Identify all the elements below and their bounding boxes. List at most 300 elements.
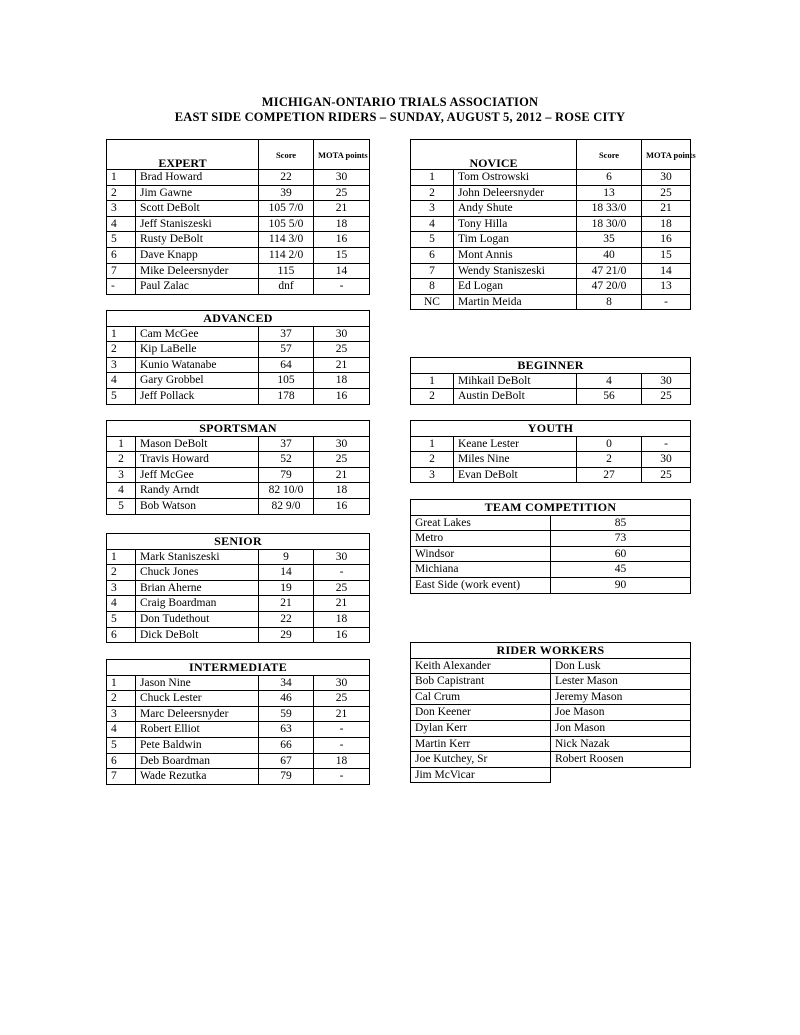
table-cell: Kip LaBelle (136, 342, 259, 358)
table-cell: 18 (314, 611, 370, 627)
table-cell: 29 (259, 627, 314, 643)
table-cell: 25 (642, 467, 691, 483)
beginner-rows (411, 373, 691, 404)
table-row (411, 515, 691, 531)
score-header: Score (577, 140, 642, 170)
table-cell: 2 (107, 565, 136, 581)
table-row (411, 263, 691, 279)
table-cell: 57 (259, 342, 314, 358)
table-cell: 22 (259, 611, 314, 627)
table-cell: 79 (259, 467, 314, 483)
table-row (411, 389, 691, 405)
document-title: MICHIGAN-ONTARIO TRIALS ASSOCIATION (261, 95, 539, 109)
table-cell: Don Tudethout (136, 611, 259, 627)
novice-table (410, 139, 696, 310)
table-row (107, 627, 370, 643)
table-cell: 18 (314, 216, 370, 232)
table-cell: Robert Roosen (551, 752, 691, 768)
table-cell: - (314, 565, 370, 581)
table-row (107, 373, 370, 389)
table-cell: 25 (642, 185, 691, 201)
sportsman-rows (107, 436, 370, 514)
table-cell: 45 (551, 562, 691, 578)
table-cell: 2 (107, 185, 136, 201)
table-row (411, 562, 691, 578)
table-cell: 0 (577, 436, 642, 452)
table-cell: 85 (551, 515, 691, 531)
table-cell: Keith Alexander (411, 658, 551, 674)
table-cell: 59 (259, 706, 314, 722)
table-cell: 82 9/0 (259, 498, 314, 514)
table-cell: 56 (577, 389, 642, 405)
table-cell: Martin Meida (454, 294, 577, 310)
table-cell: Tom Ostrowski (454, 170, 577, 186)
table-row (107, 342, 370, 358)
table-cell: 13 (642, 279, 691, 295)
table-cell: Tony Hilla (454, 216, 577, 232)
table-cell: 21 (314, 467, 370, 483)
table-cell: 7 (411, 263, 454, 279)
table-cell: 1 (107, 549, 136, 565)
table-row (411, 232, 691, 248)
table-row (411, 546, 691, 562)
table-row (107, 691, 370, 707)
table-cell: 14 (314, 263, 370, 279)
rider-workers-heading: RIDER WORKERS (411, 643, 691, 659)
table-cell: 5 (411, 232, 454, 248)
table-row (107, 326, 370, 342)
table-cell: 21 (642, 201, 691, 217)
advanced-rows (107, 326, 370, 404)
table-cell: 105 7/0 (259, 201, 314, 217)
table-cell: Rusty DeBolt (136, 232, 259, 248)
table-cell: 5 (107, 388, 136, 404)
table-cell: Wade Rezutka (136, 769, 259, 785)
table-cell: 25 (314, 580, 370, 596)
table-cell: 21 (314, 706, 370, 722)
table-cell: Bob Capistrant (411, 674, 551, 690)
table-cell: 2 (577, 452, 642, 468)
advanced-table (106, 310, 370, 405)
table-cell: Chuck Jones (136, 565, 259, 581)
table-row (107, 675, 370, 691)
table-cell: 35 (577, 232, 642, 248)
table-cell: Great Lakes (411, 515, 551, 531)
table-row (107, 170, 370, 186)
beginner-table (410, 357, 691, 405)
table-row (411, 201, 691, 217)
table-cell: 3 (411, 467, 454, 483)
table-row (107, 753, 370, 769)
table-cell: 22 (259, 170, 314, 186)
table-cell: Jeff McGee (136, 467, 259, 483)
table-cell: Craig Boardman (136, 596, 259, 612)
table-cell: 1 (411, 170, 454, 186)
table-cell: - (642, 294, 691, 310)
table-row (107, 357, 370, 373)
table-cell: 67 (259, 753, 314, 769)
table-cell: Pete Baldwin (136, 737, 259, 753)
table-cell: 40 (577, 247, 642, 263)
table-cell: 82 10/0 (259, 483, 314, 499)
table-cell: 25 (642, 389, 691, 405)
table-row (107, 452, 370, 468)
table-row (107, 201, 370, 217)
table-cell: 1 (411, 373, 454, 389)
table-cell: dnf (259, 279, 314, 295)
expert-rows (107, 170, 370, 295)
youth-rows (411, 436, 691, 483)
table-cell: 30 (642, 452, 691, 468)
mota-points-header: MOTA points (642, 140, 691, 170)
table-cell: 60 (551, 546, 691, 562)
table-cell: Jon Mason (551, 720, 691, 736)
table-row (411, 736, 691, 752)
table-cell: 15 (642, 247, 691, 263)
table-cell: Jim McVicar (411, 767, 551, 783)
table-row (107, 498, 370, 514)
table-cell: 1 (107, 326, 136, 342)
table-cell: Randy Arndt (136, 483, 259, 499)
table-cell: 4 (107, 216, 136, 232)
table-cell: Mont Annis (454, 247, 577, 263)
table-cell: 2 (411, 389, 454, 405)
table-cell: - (314, 737, 370, 753)
table-row (411, 185, 691, 201)
table-cell: Mihkail DeBolt (454, 373, 577, 389)
novice-rows (411, 170, 691, 310)
table-cell: Jeff Staniszeski (136, 216, 259, 232)
table-cell: 34 (259, 675, 314, 691)
table-cell: 47 21/0 (577, 263, 642, 279)
table-row (107, 185, 370, 201)
table-cell: 3 (107, 580, 136, 596)
table-cell: - (314, 279, 370, 295)
table-cell: 16 (314, 388, 370, 404)
table-row (107, 232, 370, 248)
table-cell: Joe Kutchey, Sr (411, 752, 551, 768)
youth-table (410, 420, 691, 483)
table-cell: 4 (107, 596, 136, 612)
table-row (107, 565, 370, 581)
table-cell: 52 (259, 452, 314, 468)
table-cell: Andy Shute (454, 201, 577, 217)
table-cell: 27 (577, 467, 642, 483)
table-row (107, 436, 370, 452)
youth-heading: YOUTH (411, 421, 691, 437)
table-cell: Don Lusk (551, 658, 691, 674)
table-row (107, 549, 370, 565)
table-cell: 114 3/0 (259, 232, 314, 248)
table-row (107, 467, 370, 483)
senior-table (106, 533, 370, 643)
table-row (411, 720, 691, 736)
table-cell: 30 (642, 373, 691, 389)
table-row (411, 467, 691, 483)
table-row (411, 170, 691, 186)
table-cell: 105 5/0 (259, 216, 314, 232)
table-cell: 6 (107, 627, 136, 643)
table-cell: 21 (314, 596, 370, 612)
table-cell: 4 (577, 373, 642, 389)
table-cell: Marc Deleersnyder (136, 706, 259, 722)
workers-rows (411, 658, 691, 783)
table-cell: - (107, 279, 136, 295)
table-row (411, 767, 691, 783)
table-cell: Martin Kerr (411, 736, 551, 752)
advanced-heading: ADVANCED (107, 311, 370, 327)
senior-heading: SENIOR (107, 534, 370, 550)
table-cell: Lester Mason (551, 674, 691, 690)
table-cell: 16 (642, 232, 691, 248)
table-cell: Jason Nine (136, 675, 259, 691)
table-cell: 5 (107, 232, 136, 248)
table-row (411, 689, 691, 705)
table-cell: 105 (259, 373, 314, 389)
table-cell: 21 (314, 357, 370, 373)
document-subtitle: EAST SIDE COMPETION RIDERS – SUNDAY, AUGUST 5, 2012 – ROSE CITY (174, 110, 626, 124)
table-cell: 39 (259, 185, 314, 201)
table-cell: Bob Watson (136, 498, 259, 514)
table-cell: 3 (411, 201, 454, 217)
table-row (411, 531, 691, 547)
table-cell: 115 (259, 263, 314, 279)
table-cell: 4 (107, 373, 136, 389)
table-cell: Don Keener (411, 705, 551, 721)
table-row (411, 674, 691, 690)
table-cell: 37 (259, 326, 314, 342)
table-row (411, 294, 691, 310)
table-cell: Cal Crum (411, 689, 551, 705)
table-cell: East Side (work event) (411, 577, 551, 593)
table-cell: 2 (411, 185, 454, 201)
intermediate-heading: INTERMEDIATE (107, 660, 370, 676)
sportsman-table (106, 420, 370, 515)
table-cell (551, 767, 691, 783)
table-cell: Scott DeBolt (136, 201, 259, 217)
table-row (107, 737, 370, 753)
table-cell: Joe Mason (551, 705, 691, 721)
table-cell: 30 (314, 170, 370, 186)
table-cell: 3 (107, 201, 136, 217)
table-cell: 63 (259, 722, 314, 738)
table-row (107, 596, 370, 612)
table-cell: Brad Howard (136, 170, 259, 186)
table-cell: Chuck Lester (136, 691, 259, 707)
table-cell: 8 (411, 279, 454, 295)
table-cell: Deb Boardman (136, 753, 259, 769)
table-cell: Robert Elliot (136, 722, 259, 738)
table-cell: Mike Deleersnyder (136, 263, 259, 279)
table-cell: 18 (314, 373, 370, 389)
table-row (411, 577, 691, 593)
table-cell: 2 (107, 342, 136, 358)
table-cell: 66 (259, 737, 314, 753)
table-cell: - (314, 769, 370, 785)
table-cell: 14 (642, 263, 691, 279)
table-cell: 6 (411, 247, 454, 263)
table-cell: 7 (107, 769, 136, 785)
table-row (411, 752, 691, 768)
table-cell: Miles Nine (454, 452, 577, 468)
table-row (107, 216, 370, 232)
table-cell: 6 (107, 753, 136, 769)
table-cell: 18 (314, 483, 370, 499)
table-cell: 2 (411, 452, 454, 468)
table-cell: Nick Nazak (551, 736, 691, 752)
table-cell: 1 (107, 436, 136, 452)
table-cell: 16 (314, 498, 370, 514)
rider-workers-table (410, 642, 691, 783)
beginner-heading: BEGINNER (411, 358, 691, 374)
sportsman-heading: SPORTSMAN (107, 421, 370, 437)
table-cell: 64 (259, 357, 314, 373)
intermediate-table (106, 659, 370, 785)
table-cell: 5 (107, 737, 136, 753)
senior-rows (107, 549, 370, 643)
intermediate-rows (107, 675, 370, 784)
table-cell: 19 (259, 580, 314, 596)
table-cell: 114 2/0 (259, 247, 314, 263)
table-cell: 21 (314, 201, 370, 217)
table-row (107, 388, 370, 404)
mota-points-header: MOTA points (314, 140, 370, 170)
table-cell: Tim Logan (454, 232, 577, 248)
table-cell: Jim Gawne (136, 185, 259, 201)
table-cell: 178 (259, 388, 314, 404)
table-cell: 6 (107, 247, 136, 263)
table-cell: 4 (107, 483, 136, 499)
table-cell: 8 (577, 294, 642, 310)
team-rows (411, 515, 691, 593)
table-row (107, 769, 370, 785)
table-row (411, 247, 691, 263)
table-cell: Cam McGee (136, 326, 259, 342)
table-row (411, 279, 691, 295)
expert-table (106, 139, 370, 295)
table-cell: 16 (314, 627, 370, 643)
table-cell: Kunio Watanabe (136, 357, 259, 373)
table-cell: 6 (577, 170, 642, 186)
table-cell: 18 33/0 (577, 201, 642, 217)
table-cell: Michiana (411, 562, 551, 578)
table-cell: 37 (259, 436, 314, 452)
table-cell: 18 30/0 (577, 216, 642, 232)
table-cell: Windsor (411, 546, 551, 562)
table-cell: Dick DeBolt (136, 627, 259, 643)
table-cell: Mark Staniszeski (136, 549, 259, 565)
table-row (107, 263, 370, 279)
table-cell: 21 (259, 596, 314, 612)
team-competition-heading: TEAM COMPETITION (411, 500, 691, 516)
table-cell: Paul Zalac (136, 279, 259, 295)
table-cell: Jeff Pollack (136, 388, 259, 404)
table-cell: Jeremy Mason (551, 689, 691, 705)
table-cell: Brian Aherne (136, 580, 259, 596)
table-cell: 46 (259, 691, 314, 707)
table-cell: Mason DeBolt (136, 436, 259, 452)
table-cell: 5 (107, 498, 136, 514)
table-row (411, 373, 691, 389)
table-cell: 7 (107, 263, 136, 279)
table-cell: 9 (259, 549, 314, 565)
table-cell: 3 (107, 357, 136, 373)
table-cell: 25 (314, 452, 370, 468)
table-cell: 5 (107, 611, 136, 627)
table-cell: Wendy Staniszeski (454, 263, 577, 279)
team-competition-table (410, 499, 691, 594)
table-cell: 73 (551, 531, 691, 547)
expert-heading: EXPERT (107, 140, 259, 170)
table-cell: 16 (314, 232, 370, 248)
table-cell: Dylan Kerr (411, 720, 551, 736)
table-cell: 2 (107, 452, 136, 468)
table-row (107, 706, 370, 722)
table-cell: 90 (551, 577, 691, 593)
table-cell: 1 (107, 675, 136, 691)
table-row (107, 722, 370, 738)
table-cell: Austin DeBolt (454, 389, 577, 405)
table-cell: 4 (107, 722, 136, 738)
table-cell: Keane Lester (454, 436, 577, 452)
table-cell: 30 (314, 549, 370, 565)
table-cell: Gary Grobbel (136, 373, 259, 389)
table-cell: Ed Logan (454, 279, 577, 295)
table-cell: Dave Knapp (136, 247, 259, 263)
table-cell: 30 (314, 675, 370, 691)
table-cell: 1 (411, 436, 454, 452)
table-cell: 3 (107, 467, 136, 483)
table-row (107, 580, 370, 596)
table-cell: Travis Howard (136, 452, 259, 468)
table-cell: 25 (314, 342, 370, 358)
novice-heading: NOVICE (411, 140, 577, 170)
table-cell: John Deleersnyder (454, 185, 577, 201)
table-row (107, 611, 370, 627)
table-row (107, 483, 370, 499)
table-cell: 4 (411, 216, 454, 232)
table-row (107, 247, 370, 263)
table-cell: 30 (642, 170, 691, 186)
table-row (411, 216, 691, 232)
table-cell: 18 (314, 753, 370, 769)
table-cell: 47 20/0 (577, 279, 642, 295)
table-row (411, 705, 691, 721)
table-cell: NC (411, 294, 454, 310)
table-row (411, 658, 691, 674)
table-cell: 18 (642, 216, 691, 232)
table-cell: 2 (107, 691, 136, 707)
table-cell: 14 (259, 565, 314, 581)
table-row (411, 452, 691, 468)
table-cell: - (314, 722, 370, 738)
table-cell: - (642, 436, 691, 452)
table-cell: 30 (314, 326, 370, 342)
table-cell: 3 (107, 706, 136, 722)
table-cell: 30 (314, 436, 370, 452)
table-cell: Metro (411, 531, 551, 547)
table-cell: 25 (314, 185, 370, 201)
table-cell: 15 (314, 247, 370, 263)
table-cell: 13 (577, 185, 642, 201)
table-cell: 79 (259, 769, 314, 785)
table-row (107, 279, 370, 295)
table-cell: 25 (314, 691, 370, 707)
table-cell: 1 (107, 170, 136, 186)
table-row (411, 436, 691, 452)
score-header: Score (259, 140, 314, 170)
table-cell: Evan DeBolt (454, 467, 577, 483)
